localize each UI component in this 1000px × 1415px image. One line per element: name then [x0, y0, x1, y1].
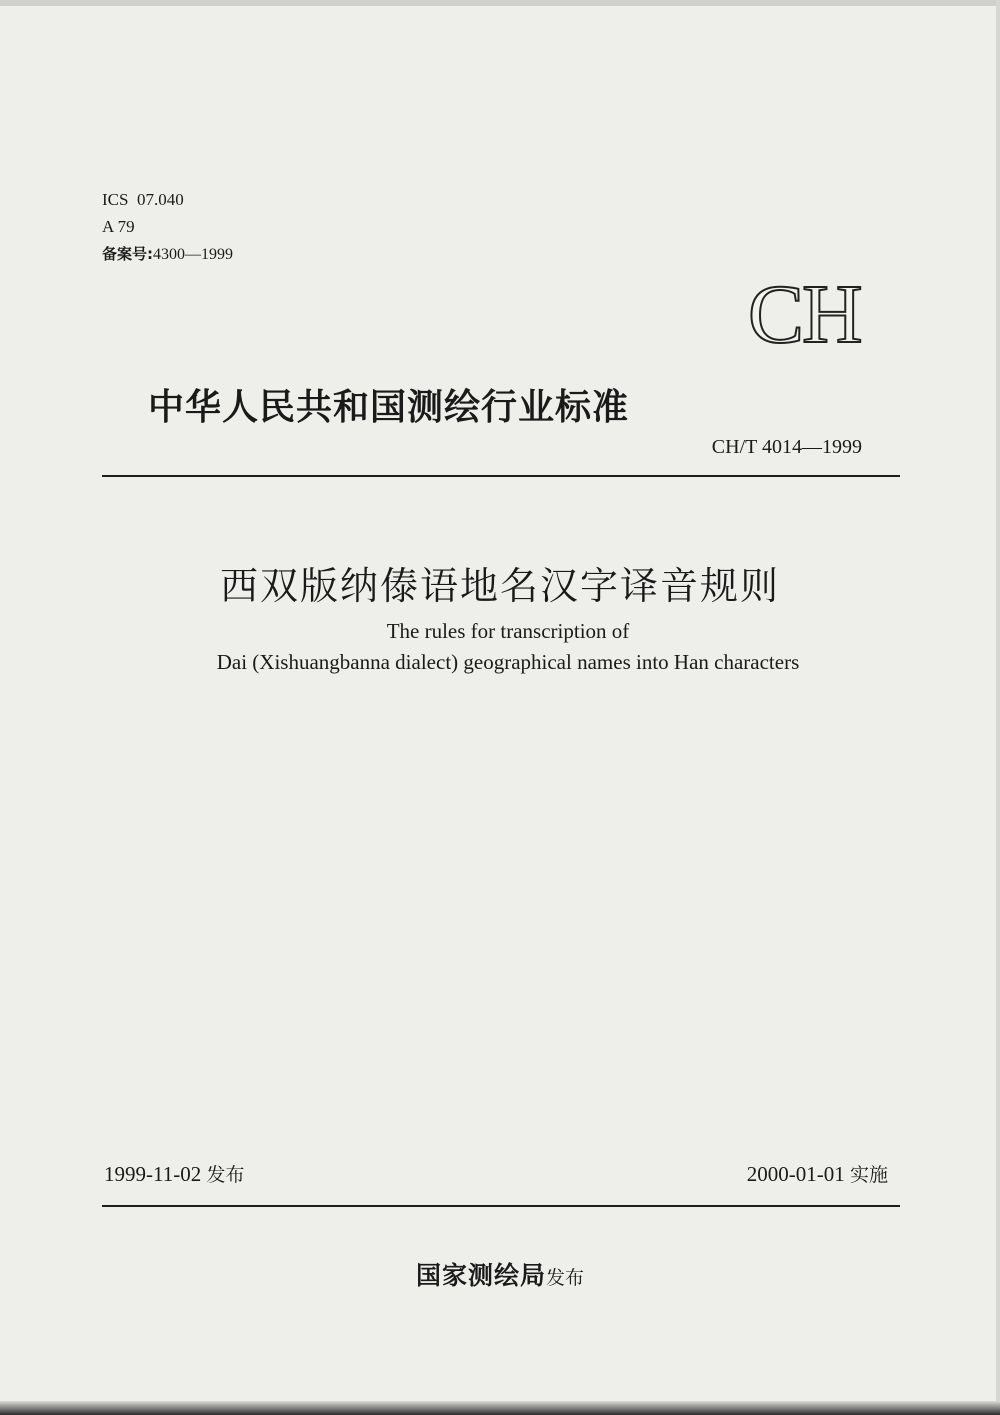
standard-title: 中华人民共和国测绘行业标准 [148, 386, 630, 428]
ics-row [102, 186, 233, 213]
classification-code: A 79 [102, 217, 135, 236]
document-title-en-line1: The rules for transcription of [386, 619, 630, 643]
filing-label: 备案号: [102, 245, 153, 263]
scan-edge-bottom [0, 1401, 1000, 1415]
publisher-line [0, 1256, 1000, 1292]
document-title-zh: 西双版纳傣语地名汉字译音规则 [219, 564, 780, 608]
issue-date: 1999-11-02 [104, 1162, 202, 1186]
scan-edge-top [0, 0, 1000, 6]
document-title-en-line2: Dai (Xishuangbanna dialect) geographical names into Han characters [216, 650, 800, 674]
filing-number: 4300—1999 [153, 246, 233, 263]
bottom-divider [102, 1205, 900, 1207]
issue-date-line [104, 1160, 244, 1189]
standard-code: CH/T 4014—1999 [711, 436, 862, 458]
issue-label: 发布 [206, 1164, 245, 1186]
implementation-date-line [747, 1160, 888, 1189]
ics-code: 07.040 [136, 190, 184, 209]
ch-logo: CH [748, 268, 861, 361]
scan-edge-right [996, 0, 1000, 1415]
top-divider [102, 475, 900, 477]
classification-block [102, 186, 233, 268]
publisher-org: 国家测绘局 [415, 1261, 546, 1290]
publisher-suffix: 发布 [546, 1267, 585, 1289]
implementation-label: 实施 [849, 1164, 888, 1186]
filing-row [102, 240, 233, 268]
ics-label: ICS [102, 190, 129, 209]
implementation-date: 2000-01-01 [746, 1162, 845, 1186]
